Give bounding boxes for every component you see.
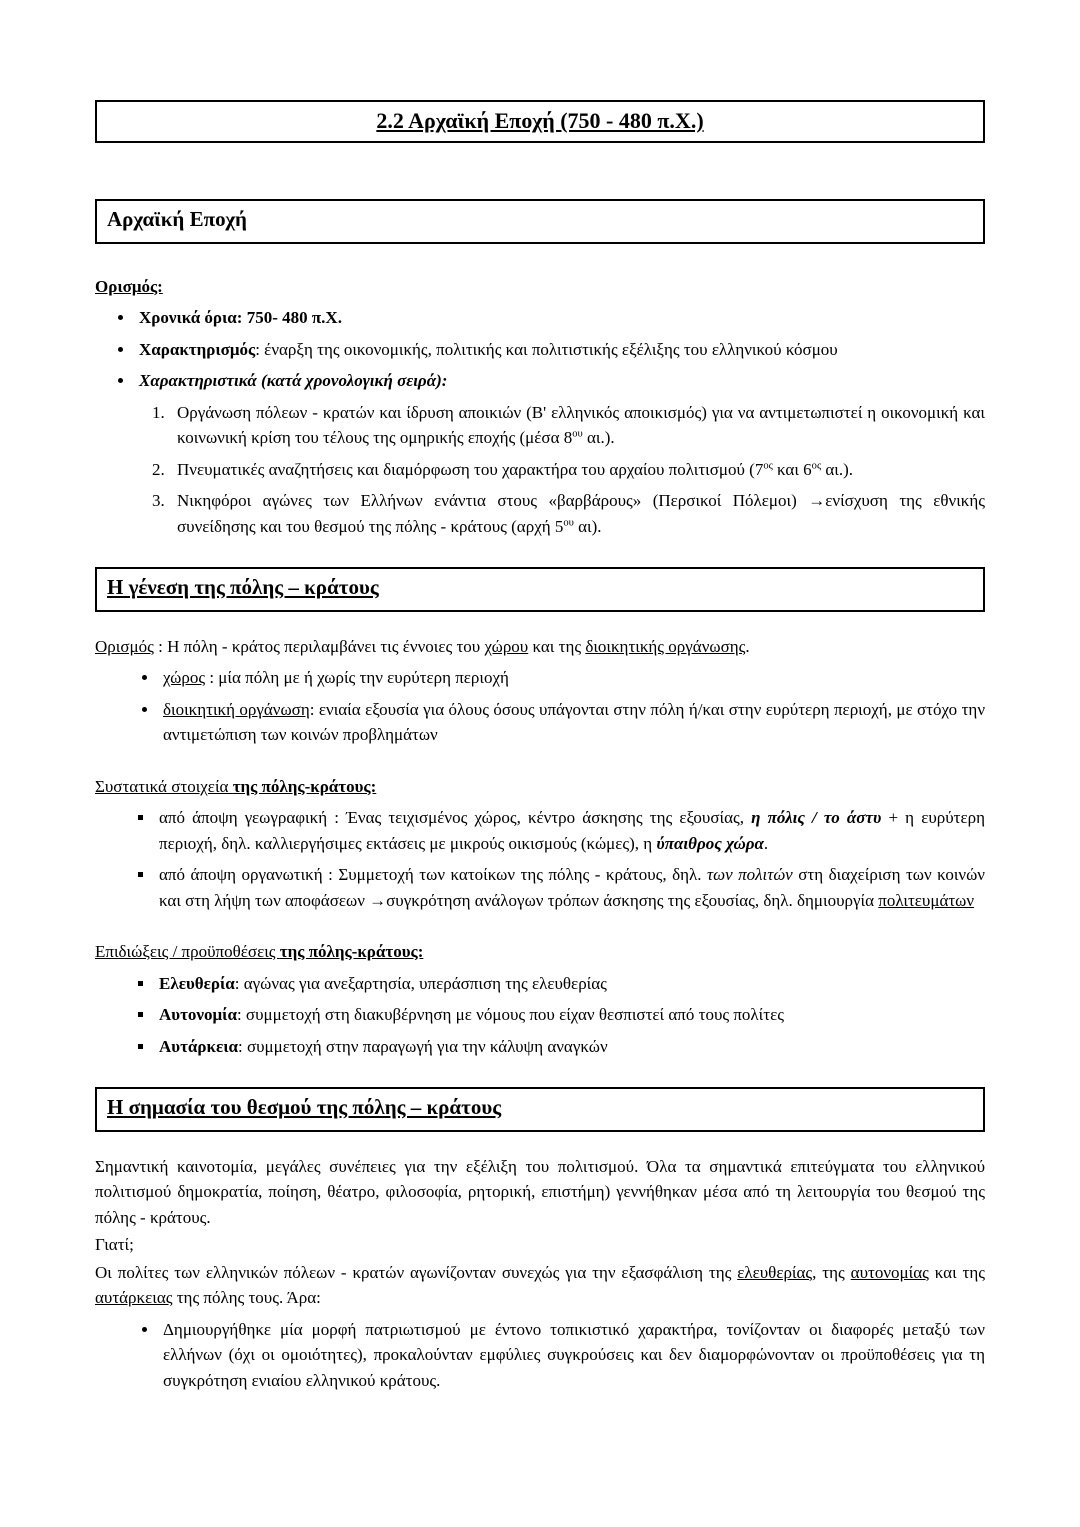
term-italic: των πολιτών [707,865,793,884]
text-run: Νικηφόροι αγώνες των Ελλήνων ενάντια στους «βαρβάρους» (Περσικοί Πόλεμοι) →ενίσχυση της εθνικής συνείδησης και του θεσμού της πόλης - κράτους (αρχή 5 [177,491,985,536]
text-run: αι.). [582,428,615,447]
text-run: : ενιαία εξουσία για όλους όσους υπάγονται στην πόλη ή/και στην ευρύτερη περιοχή, με στόχο την αντιμετώπιση των κοινών προβλημάτων [163,699,986,744]
term-underlined-bold: της πόλης-κράτους: [232,776,377,796]
text-run: και της [528,636,586,656]
text-run: : συμμετοχή στην παραγωγή για την κάλυψη αναγκών [237,1036,608,1056]
section-1-bullet-list [95,305,985,539]
term-bold: Αυτονομία [159,1005,237,1024]
text-run: . [745,636,750,656]
section-1-header-box [95,199,985,244]
text-run-bold: Χρονικά όρια: 750- 480 π.Χ. [139,308,342,327]
list-item [159,697,985,748]
body-paragraph [95,1260,985,1311]
list-item [155,1034,985,1060]
text-run: Οργάνωση πόλεων - κρατών και ίδρυση αποικιών (Β' ελληνικός αποικισμός) για να αντιμετωπιστεί η οικονομική και κοινωνική κρίση του τέλους της ομηρικής εποχής (μέσα 8 [177,402,985,447]
subsection-heading [95,774,985,800]
term-bold: Αυτάρκεια [159,1036,238,1056]
section-1-title: Αρχαϊκή Εποχή [107,207,247,231]
term-underlined: αυτονομίας [850,1262,929,1282]
list-item [155,971,985,997]
section-2-header-box [95,567,985,612]
term-bold-italic: η πόλις / το άστυ [751,808,882,827]
text-run-underlined: Επιδιώξεις / προϋποθέσεις [95,942,280,961]
section-3-title: Η σημασία του θεσμού της πόλης – κράτους [107,1095,502,1119]
superscript-ordinal: ου [572,428,583,440]
term-underlined: διοικητικής οργάνωσης [585,636,746,656]
term-underlined: διοικητική οργάνωση [163,699,310,719]
text-run: από άποψη γεωγραφική : Ένας τειχισμένος χώρος, κέντρο άσκησης της εξουσίας, [159,808,752,827]
superscript-ordinal: ου [563,516,574,528]
text-run: και της [928,1262,985,1282]
question-line: Γιατί; [95,1235,134,1254]
term-underlined: αυτάρκειας [95,1288,173,1307]
list-item [155,805,985,856]
definition-paragraph [95,634,985,660]
goals-bullet-list [95,971,985,1060]
superscript-ordinal: ος [763,459,773,471]
term-bold: Χαρακτηρισμός [139,339,256,359]
text-run: : μία πόλη με ή χωρίς την ευρύτερη περιοχή [205,668,509,687]
list-item [155,1002,985,1028]
term-bold: Ελευθερία [159,973,235,993]
numbered-item [169,488,985,539]
body-paragraph: Σημαντική καινοτομία, μεγάλες συνέπειες για την εξέλιξη του πολιτισμού. Όλα τα σημαντικά επιτεύγματα του ελληνικού πολιτισμού δημοκρατία, ποίηση, θέατρο, φιλοσοφία, ρητορική, επιστήμη) γεννήθηκαν μέσα από τη λειτουργία του θεσμού της πόλης - κράτους. [95,1156,985,1227]
text-run-underlined: Συστατικά στοιχεία [95,776,233,796]
text-run: Οι πολίτες των ελληνικών πόλεων - κρατών αγωνίζονταν συνεχώς για την εξασφάλιση της [95,1262,738,1282]
document-title: 2.2 Αρχαϊκή Εποχή (750 - 480 π.Χ.) [376,108,704,133]
text-run: από άποψη οργανωτική : Συμμετοχή των κατοίκων της πόλης - κράτους, δηλ. [159,865,707,884]
text-run: + η ευρύτερη περιοχή, δηλ. καλλιεργήσιμες εκτάσεις με μικρούς οικισμούς (κώμες), η [159,808,986,853]
term-underlined: Ορισμός [95,636,154,656]
subsection-heading [95,939,985,965]
text-run: της πόλης τους. Άρα: [172,1288,321,1307]
characteristics-numbered-list [139,400,985,540]
section-3-header-box [95,1087,985,1132]
list-item [159,665,985,691]
consequences-bullet-list [95,1317,985,1394]
text-run: : συμμετοχή στη διακυβέρνηση με νόμους που είχαν θεσπιστεί από τους πολίτες [236,1005,784,1024]
definition-bullet-list [95,665,985,748]
text-run: : Η πόλη - κράτος περιλαμβάνει τις έννοιες του [153,636,485,656]
definition-label: Ορισμός: [95,276,163,296]
numbered-item [169,400,985,451]
section-2-title: Η γένεση της πόλης – κράτους [107,575,379,599]
document-title-box [95,100,985,143]
list-item [155,862,985,913]
text-run: : αγώνας για ανεξαρτησία, υπεράσπιση της ελευθερίας [234,973,607,993]
list-item [135,368,985,539]
text-run: : έναρξη της οικονομικής, πολιτικής και πολιτιστικής εξέλιξης του ελληνικού κόσμου [255,339,838,359]
term-bold-italic: ύπαιθρος χώρα [656,833,764,853]
term-bold-italic: Χαρακτηριστικά (κατά χρονολογική σειρά): [139,371,448,390]
term-underlined: χώρου [484,636,529,656]
superscript-ordinal: ος [811,459,822,471]
numbered-item [169,457,985,483]
text-run: στη διαχείριση των κοινών και στη λήψη των αποφάσεων →συγκρότηση ανάλογων τρόπων άσκησης της εξουσίας, δηλ. δημιουργία [159,865,985,910]
components-bullet-list [95,805,985,913]
list-item [135,305,985,331]
text-run: αι). [573,516,602,536]
text-run: Πνευματικές αναζητήσεις και διαμόρφωση του χαρακτήρα του αρχαίου πολιτισμού (7 [177,459,764,479]
list-item [135,337,985,363]
list-item: • Δημιουργήθηκε μία μορφή πατριωτισμού με έντονο τοπικιστικό χαρακτήρα, τονίζονταν οι διαφορές μεταξύ των ελλήνων (όχι οι ομοιότητες), προκαλούνταν εμφύλιες συγκρούσεις και δεν διαμορφώνονταν οι προϋποθέσεις για τη συγκρότηση ενιαίου ελληνικού κράτους. [159,1317,985,1394]
text-run: . [763,833,769,853]
term-underlined: πολιτευμάτων [878,890,975,910]
text-run: και 6 [772,459,812,479]
text-run: της [816,1262,851,1282]
term-underlined: ελευθερίας, [737,1262,817,1282]
term-underlined-bold: της πόλης-κράτους: [279,942,424,961]
term-underlined: χώρος [163,668,206,687]
text-run: αι.). [821,459,854,479]
